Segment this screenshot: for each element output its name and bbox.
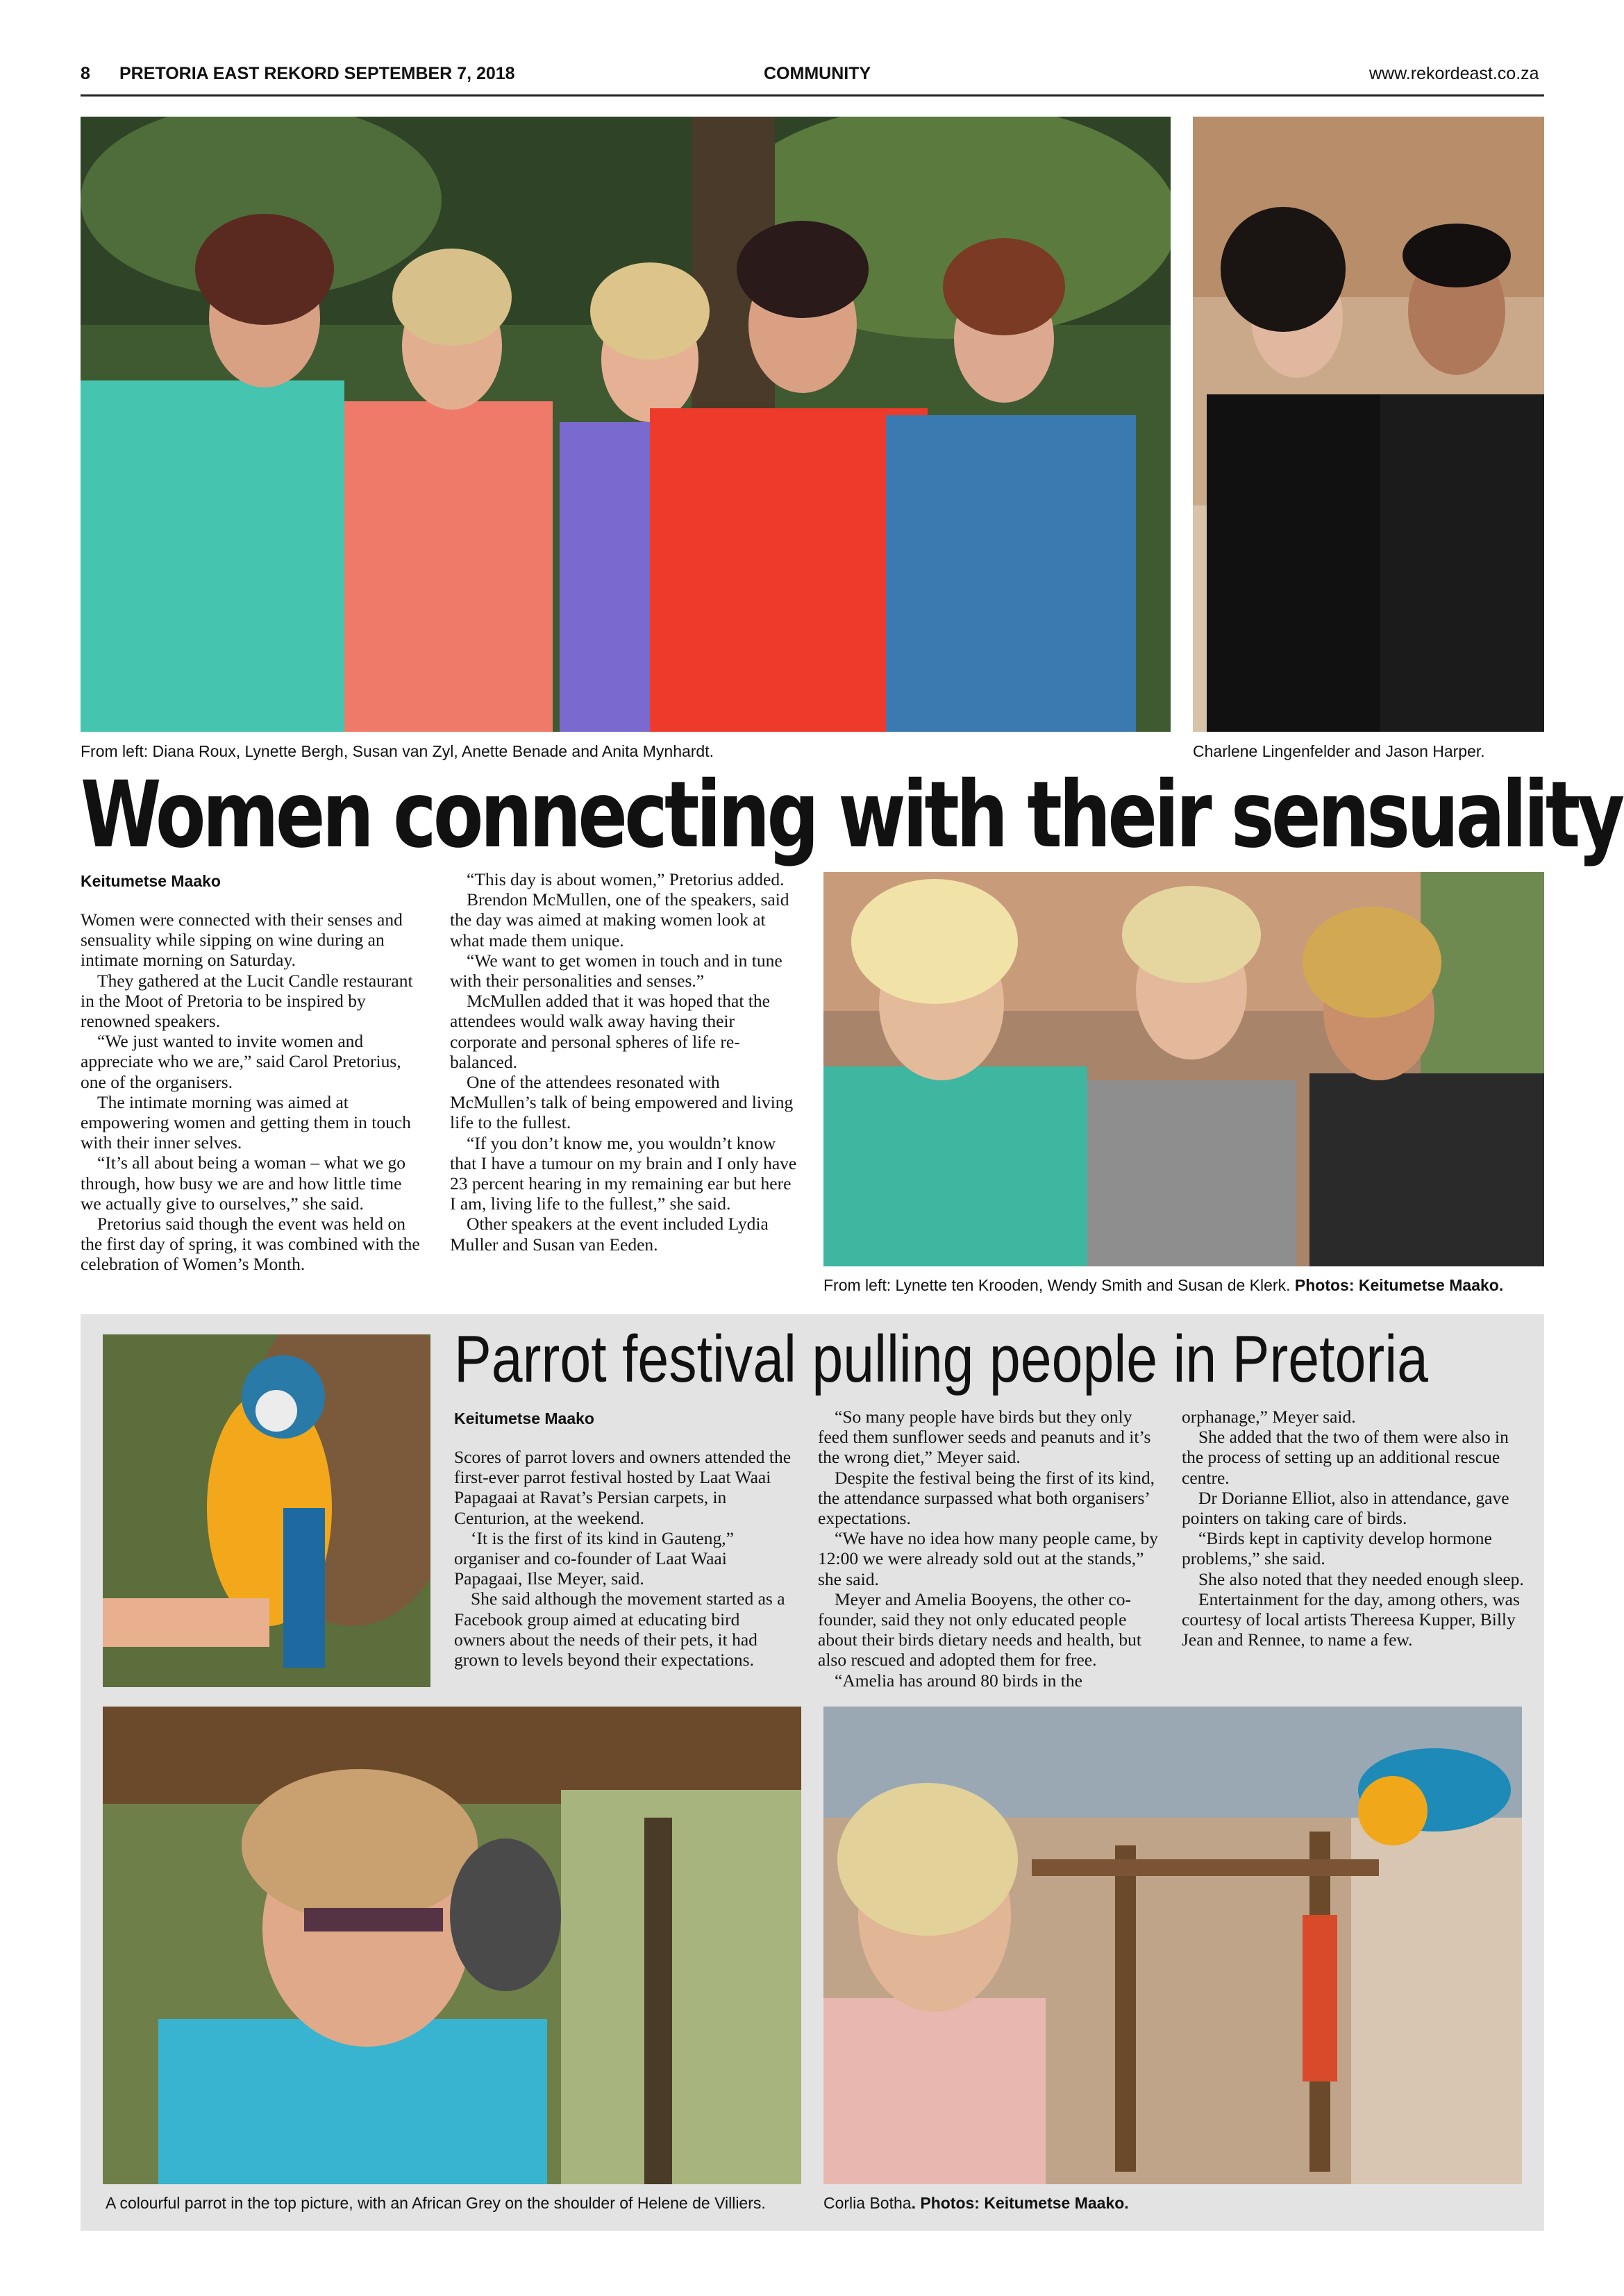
couple-photo	[1193, 117, 1544, 732]
photo-right-caption-text: Corlia Botha	[823, 2194, 912, 2212]
story1-headline: Women connecting with their sensuality	[81, 762, 1622, 869]
paragraph: “This day is about women,” Pretorius added.	[467, 869, 785, 889]
paragraph: “Birds kept in captivity develop hormone problems,” she said.	[1182, 1528, 1492, 1569]
paragraph: Despite the festival being the first of its kind, the attendance surpassed what both organisers’ expectations.	[818, 1467, 1155, 1529]
story2-column-2	[818, 1407, 1162, 1691]
header-rule	[81, 94, 1544, 97]
three-women-photo	[823, 872, 1544, 1266]
photo3-caption	[823, 1276, 1503, 1295]
paragraph: The intimate morning was aimed at empowering women and getting them in touch with their inner selves.	[81, 1091, 411, 1153]
paragraph: “It’s all about being a woman – what we go through, how busy we are and how little time we actually give to ourselves,” she said.	[81, 1153, 406, 1214]
story2-byline: Keitumetse Maako	[454, 1409, 594, 1427]
paragraph: Other speakers at the event included Lydia Muller and Susan van Eeden.	[450, 1214, 769, 1255]
story2-column-1	[454, 1447, 794, 1670]
paragraph: “Amelia has around 80 birds in the	[835, 1670, 1082, 1691]
paragraph: “We want to get women in touch and in tune with their personalities and senses.”	[450, 950, 782, 991]
paragraph: ‘It is the first of its kind in Gauteng,” organiser and co-founder of Laat Waai Papagaai, Ilse Meyer, said.	[454, 1527, 734, 1589]
website-link[interactable]: www.rekordeast.co.za	[1369, 64, 1539, 83]
photo3-caption-text: From left: Lynette ten Krooden, Wendy Smith and Susan de Klerk.	[823, 1276, 1291, 1294]
paragraph: She also noted that they needed enough sleep.	[1198, 1568, 1524, 1589]
paragraph: She said although the movement started as a Facebook group aimed at educating bird owners about the needs of their pets, it had grown to levels beyond their expectations.	[454, 1589, 785, 1670]
paragraph: “So many people have birds but they only feed them sunflower seeds and peanuts and it’s the wrong diet,” Meyer said.	[818, 1407, 1151, 1468]
paragraph: “We have no idea how many people came, by 12:00 we were already sold out at the stands,” she said.	[818, 1528, 1158, 1589]
story2-column-3	[1182, 1407, 1525, 1650]
paragraph: Entertainment for the day, among others, was courtesy of local artists Thereesa Kupper, Billy Jean and Rennee, to name a few.	[1182, 1589, 1520, 1650]
photo-right-caption	[823, 2194, 1129, 2213]
section-label: COMMUNITY	[764, 64, 871, 83]
story1-byline: Keitumetse Maako	[81, 872, 221, 890]
paragraph: “If you don’t know me, you wouldn’t know that I have a tumour on my brain and I only have 23 percent hearing in my remaining ear but here I am, living life to the fullest,” she said.	[450, 1132, 797, 1214]
paragraph: She added that the two of them were also in the process of setting up an additional rescue centre.	[1182, 1427, 1509, 1488]
paragraph: Women were connected with their senses and sensuality while sipping on wine during an intimate morning on Saturday.	[81, 910, 403, 971]
paragraph: One of the attendees resonated with McMullen’s talk of being empowered and living life to the fullest.	[450, 1072, 794, 1133]
story1-column-2	[450, 869, 801, 1255]
group-photo-five-women	[81, 117, 1171, 732]
photo-right-credit: . Photos: Keitumetse Maako.	[911, 2194, 1129, 2212]
paragraph: Dr Dorianne Elliot, also in attendance, gave pointers on taking care of birds.	[1182, 1487, 1509, 1529]
story1-column-1	[81, 910, 421, 1275]
macaw-perch-photo	[823, 1707, 1522, 2184]
paragraph: McMullen added that it was hoped that the attendees would walk away having their corporate and personal spheres of life re-balanced.	[450, 991, 770, 1072]
paragraph: They gathered at the Lucit Candle restaurant in the Moot of Pretoria to be inspired by renowned speakers.	[81, 970, 413, 1032]
paragraph: Meyer and Amelia Booyens, the other co-founder, said they not only educated people about their birds dietary needs and health, but also rescued and adopted them for free.	[818, 1589, 1141, 1670]
paragraph: Brendon McMullen, one of the speakers, said the day was aimed at making women look at what made them unique.	[450, 889, 789, 950]
paragraph: “We just wanted to invite women and appreciate who we are,” said Carol Pretorius, one of the organisers.	[81, 1031, 401, 1092]
paragraph: Pretorius said though the event was held on the first day of spring, it was combined with the celebration of Women’s Month.	[81, 1214, 420, 1275]
paragraph: orphanage,” Meyer said.	[1182, 1407, 1356, 1427]
photo-left-caption: A colourful parrot in the top picture, with an African Grey on the shoulder of Helene de Villiers.	[106, 2194, 766, 2212]
page-number: 8	[81, 64, 90, 83]
photo3-credit: Photos: Keitumetse Maako.	[1294, 1276, 1504, 1294]
publication-dateline: PRETORIA EAST REKORD SEPTEMBER 7, 2018	[119, 64, 515, 83]
macaw-photo	[103, 1334, 430, 1687]
photo1-caption: From left: Diana Roux, Lynette Bergh, Susan van Zyl, Anette Benade and Anita Mynhardt.	[81, 742, 714, 760]
story2-headline: Parrot festival pulling people in Pretoria	[454, 1322, 1429, 1396]
paragraph: Scores of parrot lovers and owners attended the first-ever parrot festival hosted by Laat Waai Papagaai at Ravat’s Persian carpets, in Centurion, at the weekend.	[454, 1447, 792, 1528]
photo2-caption: Charlene Lingenfelder and Jason Harper.	[1193, 742, 1485, 760]
african-grey-photo	[103, 1707, 801, 2184]
